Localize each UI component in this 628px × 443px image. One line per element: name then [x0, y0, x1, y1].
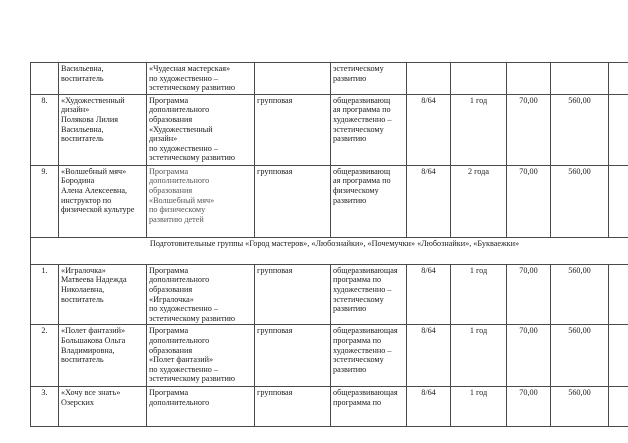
type-cell: общеразвивающая программа по художественно – эстетическому развитию: [331, 264, 407, 325]
hours-cell: 8/64: [407, 325, 451, 387]
price-cell: 70,00: [507, 325, 551, 387]
teacher-cell: «Игралочка» Матвеева Надежда Николаевна, воспитатель: [59, 264, 147, 325]
duration-cell: 2 года: [451, 165, 507, 237]
form-cell: групповая: [255, 264, 331, 325]
section-row: [31, 237, 628, 264]
teacher-cell: Васильевна, воспитатель: [59, 63, 147, 95]
duration-cell: 1 год: [451, 264, 507, 325]
type-cell: общеразвивающ ая программа по художественно – эстетическому развитию: [331, 94, 407, 165]
empty-cell: [609, 387, 628, 427]
services-table: [30, 62, 628, 427]
teacher-cell: «Хочу все знать» Озерских: [59, 387, 147, 427]
type-cell: общеразвивающая программа по: [331, 387, 407, 427]
section-heading: Подготовительные группы «Город мастеров», «Любознайки», «Почемучки» «Любознайки», «Букваежки»: [31, 237, 628, 264]
hours-cell: 8/64: [407, 387, 451, 427]
row-number: 3.: [31, 387, 59, 427]
type-cell: общеразвивающая программа по художественно – эстетическому развитию: [331, 325, 407, 387]
table-row: [31, 165, 628, 237]
row-number: 1.: [31, 264, 59, 325]
program-cell: Программа дополнительного образования «Полет фантазий» по художественно – эстетическому развитию: [147, 325, 255, 387]
empty-cell: [609, 165, 628, 237]
teacher-cell: «Волшебный мяч» Бородина Алена Алексеевна, инструктор по физической культуре: [59, 165, 147, 237]
type-cell: общеразвивающ ая программа по физическому развитию: [331, 165, 407, 237]
duration-cell: 1 год: [451, 94, 507, 165]
empty-cell: [609, 325, 628, 387]
total-cell: 560,00: [551, 94, 609, 165]
total-cell: 560,00: [551, 165, 609, 237]
hours-cell: 8/64: [407, 94, 451, 165]
duration-cell: 1 год: [451, 387, 507, 427]
table-row: [31, 387, 628, 427]
row-number: 9.: [31, 165, 59, 237]
hours-cell: [407, 63, 451, 95]
row-number: 2.: [31, 325, 59, 387]
total-cell: 560,00: [551, 264, 609, 325]
hours-cell: 8/64: [407, 264, 451, 325]
form-cell: [255, 63, 331, 95]
price-cell: 70,00: [507, 94, 551, 165]
program-cell: Программа дополнительного: [147, 387, 255, 427]
form-cell: групповая: [255, 325, 331, 387]
total-cell: 560,00: [551, 387, 609, 427]
program-cell: «Чудесная мастерская» по художественно – эстетическому развитию: [147, 63, 255, 95]
table-row: [31, 325, 628, 387]
total-cell: [551, 63, 609, 95]
type-cell: эстетическому развитию: [331, 63, 407, 95]
teacher-cell: «Художественный дизайн» Полякова Лилия Васильевна, воспитатель: [59, 94, 147, 165]
duration-cell: 1 год: [451, 325, 507, 387]
price-cell: 70,00: [507, 165, 551, 237]
duration-cell: [451, 63, 507, 95]
price-cell: 70,00: [507, 264, 551, 325]
row-number: 8.: [31, 94, 59, 165]
price-cell: [507, 63, 551, 95]
empty-cell: [609, 63, 628, 95]
empty-cell: [609, 94, 628, 165]
table-row: [31, 63, 628, 95]
table-row: [31, 264, 628, 325]
form-cell: групповая: [255, 387, 331, 427]
form-cell: групповая: [255, 165, 331, 237]
form-cell: групповая: [255, 94, 331, 165]
empty-cell: [609, 264, 628, 325]
row-number: [31, 63, 59, 95]
teacher-cell: «Полет фантазий» Большакова Ольга Владимировна, воспитатель: [59, 325, 147, 387]
total-cell: 560,00: [551, 325, 609, 387]
table-row: [31, 94, 628, 165]
program-cell: Программа дополнительного образования «Художественный дизайн» по художественно – эстетическому развитию: [147, 94, 255, 165]
program-cell: Программа дополнительного образования «Игралочка» по художественно – эстетическому развитию: [147, 264, 255, 325]
hours-cell: 8/64: [407, 165, 451, 237]
price-cell: 70,00: [507, 387, 551, 427]
program-cell: Программа дополнительного образования «Волшебный мяч» по физическому развитию детей: [147, 165, 255, 237]
